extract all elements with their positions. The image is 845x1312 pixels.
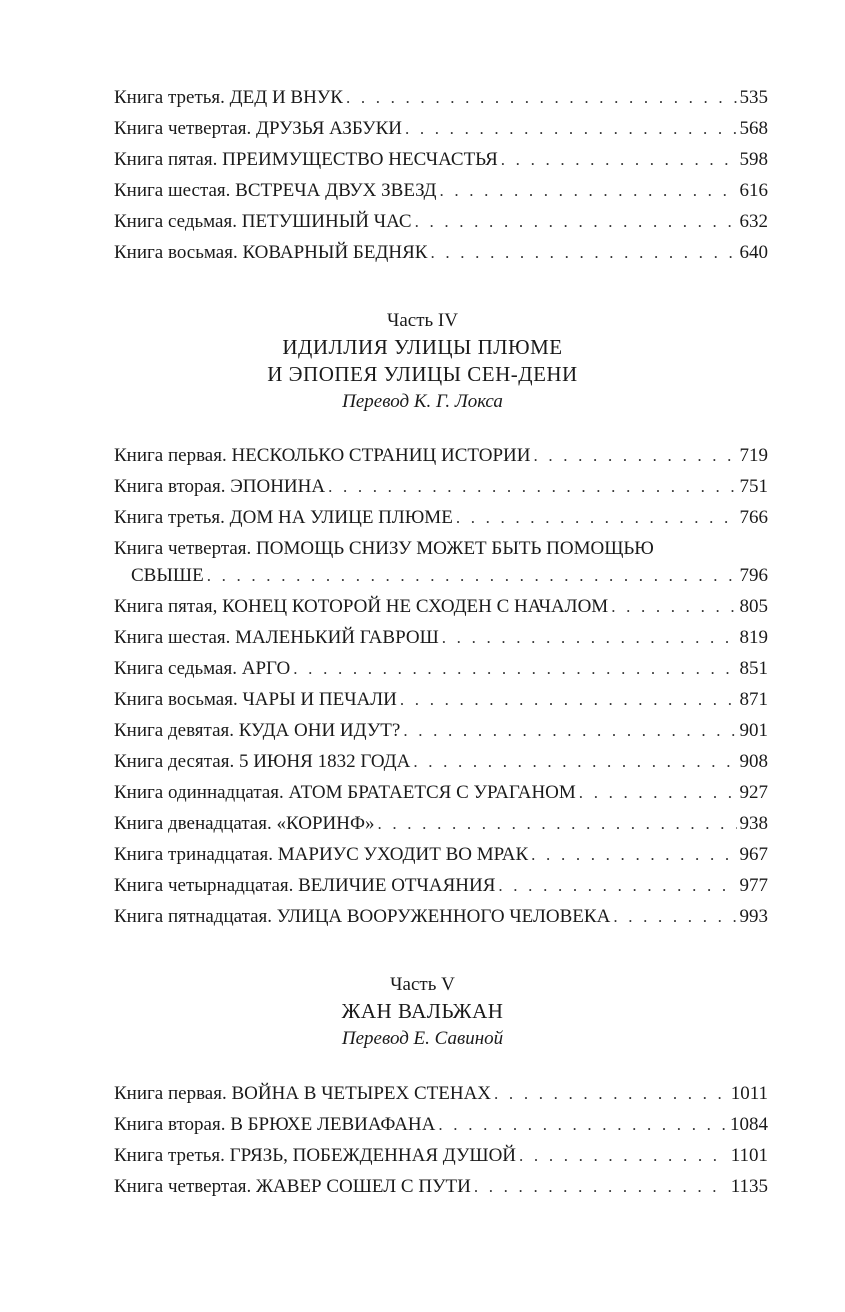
dot-leader xyxy=(494,1084,728,1104)
dot-leader xyxy=(501,150,737,170)
dot-leader xyxy=(207,566,737,586)
toc-entry-continuation-line xyxy=(114,565,768,596)
dot-leader xyxy=(400,690,737,710)
toc-entry-page: 766 xyxy=(739,507,768,528)
toc-entry-page: 632 xyxy=(739,211,768,232)
toc-entry-label: Книга третья. ГРЯЗЬ, ПОБЕЖДЕННАЯ ДУШОЙ xyxy=(114,1145,517,1166)
toc-entry xyxy=(114,689,768,720)
toc-entry-label: Книга шестая. МАЛЕНЬКИЙ ГАВРОШ xyxy=(114,627,439,648)
toc-entry xyxy=(114,118,768,149)
toc-entry-label: Книга двенадцатая. «КОРИНФ» xyxy=(114,813,375,834)
toc-entry-page: 1084 xyxy=(730,1114,768,1135)
toc-entry xyxy=(114,658,768,689)
dot-leader xyxy=(328,477,736,497)
dot-leader xyxy=(438,1115,727,1135)
dot-leader xyxy=(415,212,737,232)
toc-entry-page: 1101 xyxy=(730,1145,768,1166)
dot-leader xyxy=(519,1146,728,1166)
toc-entry-label: Книга девятая. КУДА ОНИ ИДУТ? xyxy=(114,720,401,741)
toc-entry-label: Книга восьмая. ЧАРЫ И ПЕЧАЛИ xyxy=(114,689,397,710)
toc-entry-page: 927 xyxy=(739,782,768,803)
dot-leader xyxy=(403,721,736,741)
part-translator: Перевод К. Г. Локса xyxy=(342,391,503,412)
toc-section-part4 xyxy=(114,445,768,937)
toc-entry-label: Книга вторая. ЭПОНИНА xyxy=(114,476,326,497)
toc-entry-page: 640 xyxy=(739,242,768,263)
toc-entry-page: 719 xyxy=(739,445,768,466)
toc-entry-page: 1011 xyxy=(730,1083,768,1104)
toc-entry xyxy=(114,720,768,751)
dot-leader xyxy=(442,628,737,648)
toc-entry xyxy=(114,180,768,211)
toc-entry-label: Книга первая. НЕСКОЛЬКО СТРАНИЦ ИСТОРИИ xyxy=(114,445,531,466)
toc-entry xyxy=(114,1145,768,1176)
toc-entry-continuation: СВЫШЕ xyxy=(131,565,204,586)
toc-entry xyxy=(114,476,768,507)
toc-entry xyxy=(114,875,768,906)
dot-leader xyxy=(498,876,736,896)
toc-entry xyxy=(114,1176,768,1207)
dot-leader xyxy=(293,659,736,679)
part-title: И ЭПОПЕЯ УЛИЦЫ СЕН-ДЕНИ xyxy=(267,362,578,386)
toc-entry-page: 751 xyxy=(739,476,768,497)
dot-leader xyxy=(413,752,736,772)
toc-entry-page: 977 xyxy=(739,875,768,896)
toc-entry xyxy=(114,751,768,782)
toc-entry xyxy=(114,844,768,875)
toc-entry-page: 805 xyxy=(739,596,768,617)
part-title: ИДИЛЛИЯ УЛИЦЫ ПЛЮМЕ xyxy=(282,335,563,359)
toc-entry xyxy=(114,813,768,844)
toc-entry-page: 819 xyxy=(739,627,768,648)
toc-entry-page: 598 xyxy=(739,149,768,170)
toc-entry xyxy=(114,149,768,180)
toc-entry-page: 967 xyxy=(739,844,768,865)
dot-leader xyxy=(346,88,737,108)
toc-entry-label: Книга восьмая. КОВАРНЫЙ БЕДНЯК xyxy=(114,242,428,263)
toc-entry-label: Книга третья. ДЕД И ВНУК xyxy=(114,87,343,108)
toc-entry-page: 908 xyxy=(739,751,768,772)
toc-entry xyxy=(114,596,768,627)
dot-leader xyxy=(456,508,737,528)
toc-section-part5 xyxy=(114,1083,768,1207)
toc-entry-label: Книга вторая. В БРЮХЕ ЛЕВИАФАНА xyxy=(114,1114,436,1135)
dot-leader xyxy=(430,243,736,263)
toc-entry xyxy=(114,87,768,118)
toc-entry xyxy=(114,242,768,273)
toc-entry xyxy=(114,211,768,242)
dot-leader xyxy=(613,907,736,927)
part-number: Часть IV xyxy=(387,310,458,331)
dot-leader xyxy=(377,814,736,834)
toc-entry-label: Книга десятая. 5 ИЮНЯ 1832 ГОДА xyxy=(114,751,411,772)
toc-entry-label: Книга четырнадцатая. ВЕЛИЧИЕ ОТЧАЯНИЯ xyxy=(114,875,496,896)
toc-entry-label: Книга тринадцатая. МАРИУС УХОДИТ ВО МРАК xyxy=(114,844,529,865)
toc-entry-page: 535 xyxy=(739,87,768,108)
toc-entry xyxy=(114,627,768,658)
dot-leader xyxy=(533,446,736,466)
toc-entry-page: 851 xyxy=(739,658,768,679)
toc-entry-label: Книга седьмая. ПЕТУШИНЫЙ ЧАС xyxy=(114,211,412,232)
toc-entry-page: 901 xyxy=(739,720,768,741)
toc-section-part3-continued xyxy=(114,87,768,273)
toc-entry-label: Книга третья. ДОМ НА УЛИЦЕ ПЛЮМЕ xyxy=(114,507,453,528)
toc-entry xyxy=(114,1114,768,1145)
toc-entry xyxy=(114,445,768,476)
toc-entry-page: 616 xyxy=(739,180,768,201)
part-number: Часть V xyxy=(390,974,455,995)
part-translator: Перевод Е. Савиной xyxy=(341,1028,504,1049)
toc-entry-page: 1135 xyxy=(730,1176,768,1197)
toc-entry-label: Книга пятнадцатая. УЛИЦА ВООРУЖЕННОГО ЧЕЛОВЕКА xyxy=(114,906,611,927)
toc-entry-label: Книга четвертая. ДРУЗЬЯ АЗБУКИ xyxy=(114,118,402,139)
dot-leader xyxy=(531,845,736,865)
toc-entry xyxy=(114,538,768,596)
toc-entry-label: Книга пятая. ПРЕИМУЩЕСТВО НЕСЧАСТЬЯ xyxy=(114,149,498,170)
dot-leader xyxy=(474,1177,728,1197)
dot-leader xyxy=(405,119,737,139)
part-title: ЖАН ВАЛЬЖАН xyxy=(341,999,504,1023)
dot-leader xyxy=(579,783,737,803)
toc-entry-page: 568 xyxy=(739,118,768,139)
toc-entry-label: Книга первая. ВОЙНА В ЧЕТЫРЕХ СТЕНАХ xyxy=(114,1083,492,1104)
toc-entry xyxy=(114,1083,768,1114)
toc-entry-page: 993 xyxy=(739,906,768,927)
toc-entry-label: Книга шестая. ВСТРЕЧА ДВУХ ЗВЕЗД xyxy=(114,180,437,201)
toc-entry-page: 871 xyxy=(739,689,768,710)
toc-entry xyxy=(114,906,768,937)
toc-entry xyxy=(114,507,768,538)
toc-entry-label: Книга четвертая. ЖАВЕР СОШЕЛ С ПУТИ xyxy=(114,1176,471,1197)
toc-entry xyxy=(114,782,768,813)
toc-entry-page: 938 xyxy=(739,813,768,834)
toc-entry-label: Книга пятая, КОНЕЦ КОТОРОЙ НЕ СХОДЕН С НАЧАЛОМ xyxy=(114,596,609,617)
dot-leader xyxy=(611,597,736,617)
part-header xyxy=(0,307,845,415)
part-header xyxy=(0,971,845,1052)
toc-entry-label: Книга одиннадцатая. АТОМ БРАТАЕТСЯ С УРАГАНОМ xyxy=(114,782,576,803)
toc-entry-page: 796 xyxy=(739,565,768,586)
toc-entry-label: Книга седьмая. АРГО xyxy=(114,658,291,679)
dot-leader xyxy=(439,181,736,201)
toc-entry-label: Книга четвертая. ПОМОЩЬ СНИЗУ МОЖЕТ БЫТЬ ПОМОЩЬЮ xyxy=(114,538,654,559)
